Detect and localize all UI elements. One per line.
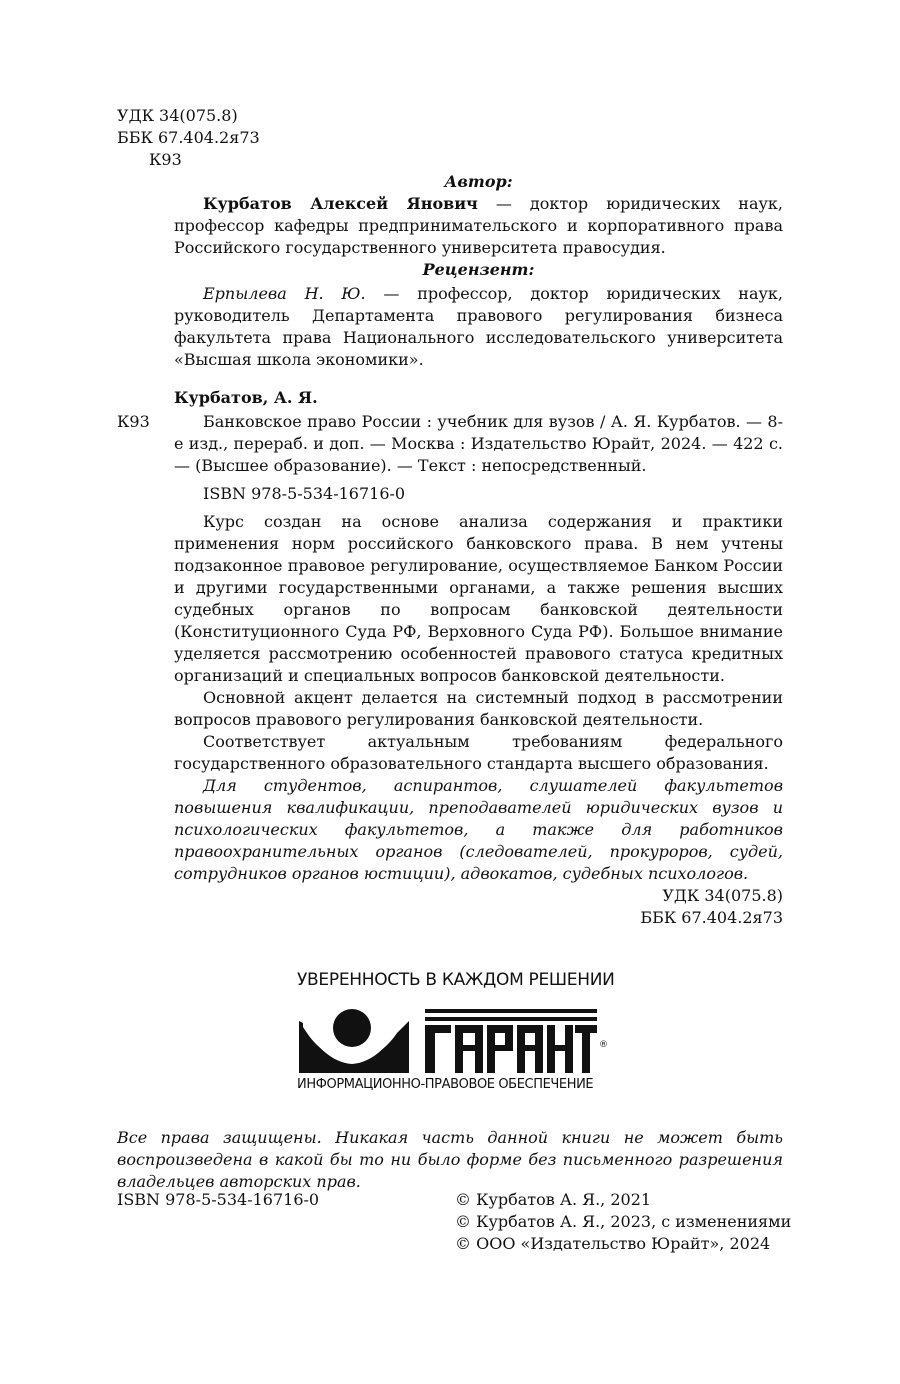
annotation bbox=[174, 511, 783, 885]
footer-isbn: ISBN 978-5-534-16716-0 bbox=[117, 1190, 320, 1209]
rights-notice-block bbox=[117, 1127, 783, 1193]
udk-code-bottom: УДК 34(075.8) bbox=[662, 886, 783, 905]
author-mark: К93 bbox=[149, 150, 182, 169]
copyright-line: © Курбатов А. Я., 2021 bbox=[455, 1190, 652, 1209]
annotation-audience: Для студентов, аспирантов, слушателей факультетов повышения квалификации, преподавателей юридических вузов и психологических факультетов, а также для работников правоохранительных органов (следователей, прокуроров, судей, сотрудников органов юстиции), адвокатов, судебных психологов. bbox=[174, 776, 783, 883]
author-description: — доктор юридических наук, профессор кафедры предпринимательского и корпоративного права Российского государственного университета правосудия. bbox=[174, 194, 783, 257]
bib-description-block bbox=[174, 411, 783, 477]
garant-logo bbox=[297, 1003, 607, 1075]
author-block bbox=[174, 193, 783, 259]
reviewer-block bbox=[174, 283, 783, 371]
annotation-paragraph-1: Курс создан на основе анализа содержания и практики применения норм российского банковского права. В нем учтены подзаконное правовое регулирование, осуществляемое Банком России и другими государственными органами, а также решения высших судебных органов по вопросам банковской деятельности (Конституционного Суда РФ, Верховного Суда РФ). Большое внимание уделяется рассмотрению особенностей правового статуса кредитных организаций и специальных вопросов банковской деятельности. bbox=[174, 512, 783, 685]
copyright-line: © Курбатов А. Я., 2023, с изменениями bbox=[455, 1212, 792, 1231]
registered-mark: ® bbox=[599, 1040, 608, 1050]
rights-notice: Все права защищены. Никакая часть данной книги не может быть воспроизведена в какой бы то ни было форме без письменного разрешения владельцев авторских прав. bbox=[117, 1128, 783, 1191]
garant-wordmark bbox=[425, 1009, 597, 1073]
reviewer-description: — профессор, доктор юридических наук, руководитель Департамента правового регулирования бизнеса факультета права Национального исследовательского университета «Высшая школа экономики». bbox=[174, 284, 783, 369]
reviewer-heading: Рецензент: bbox=[422, 260, 535, 279]
bib-mark: К93 bbox=[117, 412, 150, 431]
annotation-paragraph-2: Основной акцент делается на системный подход в рассмотрении вопросов правового регулирования банковской деятельности. bbox=[174, 688, 783, 729]
bib-author-heading: Курбатов, А. Я. bbox=[174, 388, 318, 407]
copyright-line: © ООО «Издательство Юрайт», 2024 bbox=[455, 1234, 771, 1253]
author-name: Курбатов Алексей Янович bbox=[203, 194, 478, 213]
garant-emblem-icon bbox=[299, 1009, 409, 1073]
author-heading: Автор: bbox=[444, 172, 513, 191]
logo-slogan: УВЕРЕННОСТЬ В КАЖДОМ РЕШЕНИИ bbox=[297, 970, 615, 990]
bib-isbn: ISBN 978-5-534-16716-0 bbox=[203, 484, 406, 503]
udk-code: УДК 34(075.8) bbox=[117, 106, 238, 125]
reviewer-name: Ерпылева Н. Ю. bbox=[203, 284, 366, 303]
bib-description: Банковское право России : учебник для вузов / А. Я. Курбатов. — 8-е изд., перераб. и доп. — Москва : Издательство Юрайт, 2024. — 422 с. — (Высшее образование). — Текст : непосредственный. bbox=[174, 412, 783, 475]
logo-subtitle: ИНФОРМАЦИОННО-ПРАВОВОЕ ОБЕСПЕЧЕНИЕ bbox=[297, 1077, 594, 1092]
bbk-code: ББК 67.404.2я73 bbox=[117, 128, 260, 147]
annotation-paragraph-3: Соответствует актуальным требованиям федерального государственного образовательного стандарта высшего образования. bbox=[174, 732, 783, 773]
bbk-code-bottom: ББК 67.404.2я73 bbox=[640, 908, 783, 927]
